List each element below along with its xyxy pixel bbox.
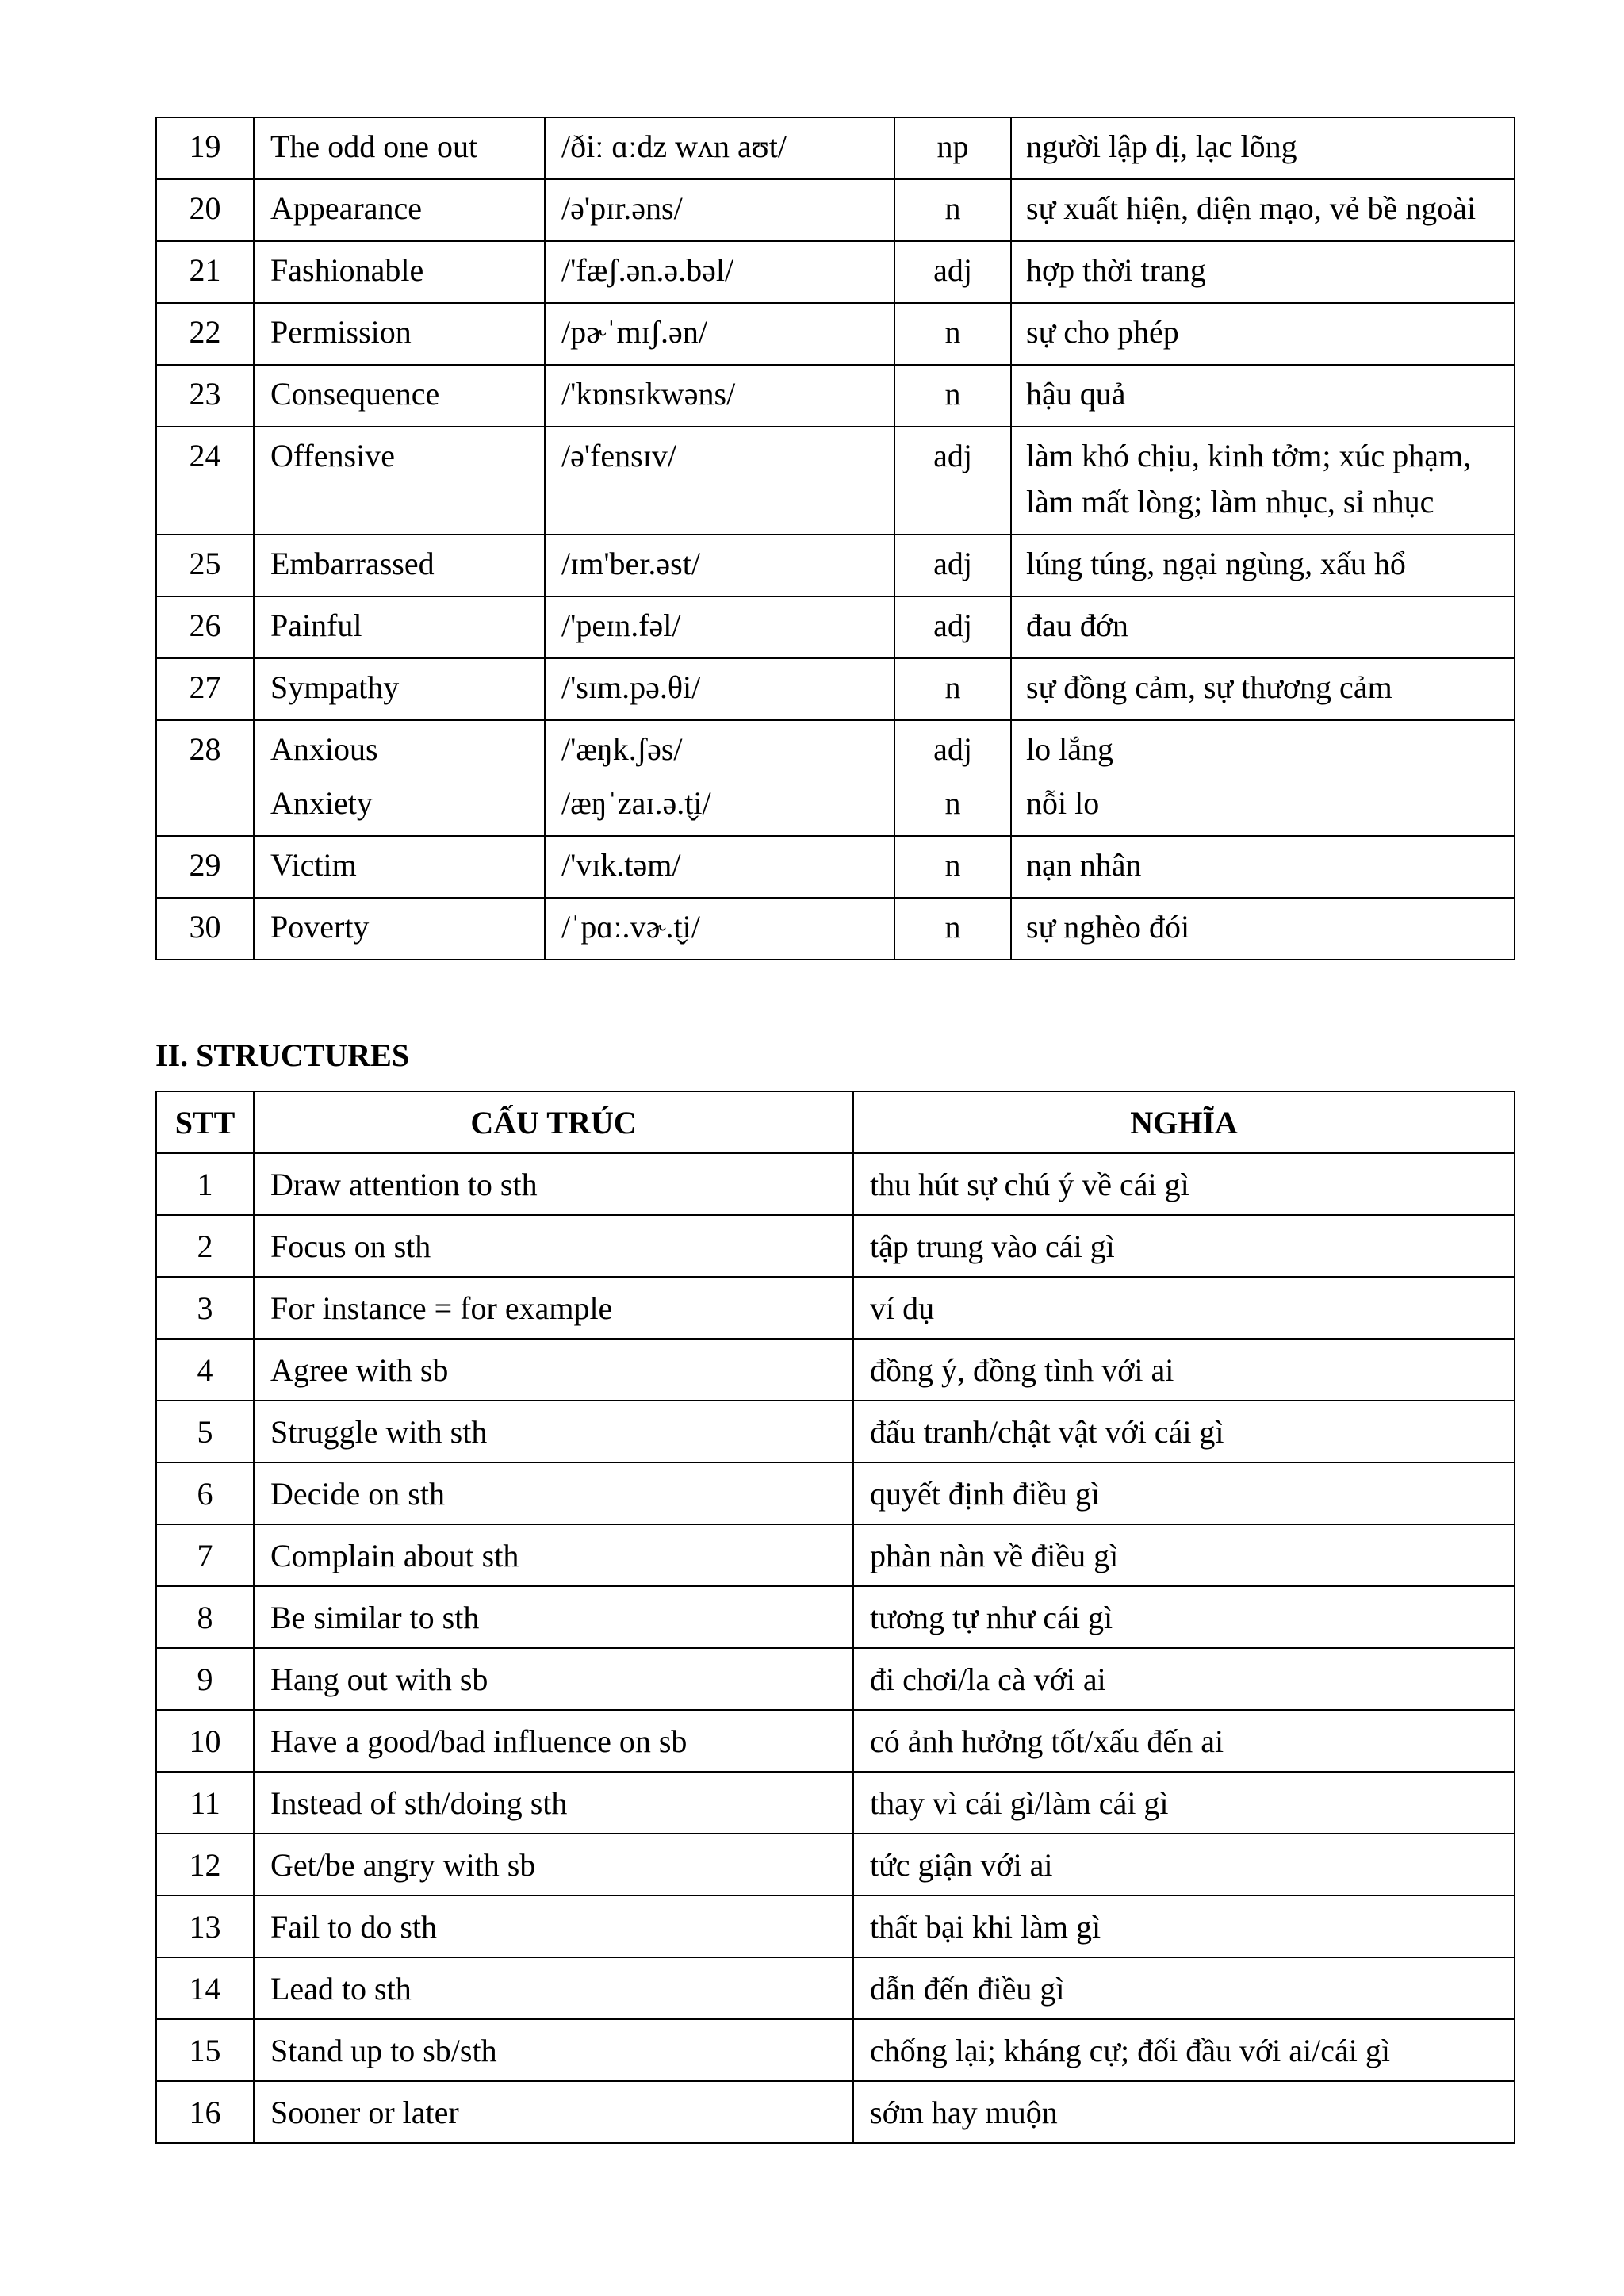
vocab-ipa-cell <box>545 898 894 960</box>
structure-number: 3 <box>156 1277 254 1339</box>
structure-phrase: Draw attention to sth <box>254 1153 853 1215</box>
structure-row <box>156 1215 1515 1277</box>
vocab-word-cell <box>254 535 545 596</box>
vocab-pos: adj <box>933 546 972 581</box>
vocab-number-cell <box>156 836 254 898</box>
vocab-pos-cell <box>894 179 1011 241</box>
vocab-word-cell <box>254 241 545 303</box>
structure-row <box>156 1834 1515 1895</box>
vocab-ipa: /'sɪm.pə.θi/ <box>561 669 701 705</box>
vocab-pos: n <box>944 669 961 705</box>
structure-meaning: ví dụ <box>853 1277 1515 1339</box>
vocab-number-cell <box>156 117 254 179</box>
structure-number: 15 <box>156 2019 254 2081</box>
vocab-word-cell <box>254 303 545 365</box>
vocab-row <box>156 836 1515 898</box>
structure-phrase: Focus on sth <box>254 1215 853 1277</box>
vocab-row <box>156 658 1515 720</box>
vocab-pos: n <box>944 376 961 412</box>
vocab-meaning: sự nghèo đói <box>1026 909 1190 945</box>
vocab-number-cell <box>156 898 254 960</box>
vocab-word: Embarrassed <box>270 546 435 581</box>
vocab-ipa-cell <box>545 596 894 658</box>
structure-phrase: Complain about sth <box>254 1524 853 1586</box>
vocab-meaning-cell <box>1011 898 1515 960</box>
structures-table-body <box>156 1153 1515 2143</box>
vocab-ipa: /ɪm'ber.əst/ <box>561 546 700 581</box>
header-meaning: NGHĨA <box>853 1091 1515 1153</box>
vocab-pos-cell <box>894 898 1011 960</box>
vocab-meaning: sự cho phép <box>1026 314 1179 350</box>
vocab-meaning-secondary: nỗi lo <box>1026 785 1100 821</box>
vocab-pos: adj <box>933 252 972 288</box>
vocab-word: Consequence <box>270 376 440 412</box>
vocabulary-table <box>155 117 1515 960</box>
vocab-meaning-cell <box>1011 720 1515 836</box>
structure-row <box>156 1339 1515 1401</box>
structure-phrase: Lead to sth <box>254 1957 853 2019</box>
vocab-word: Appearance <box>270 190 422 226</box>
vocab-pos: n <box>944 190 961 226</box>
vocab-ipa-cell <box>545 117 894 179</box>
vocab-number: 29 <box>189 847 221 883</box>
structure-number: 2 <box>156 1215 254 1277</box>
vocab-number: 27 <box>189 669 221 705</box>
vocab-word: Anxious <box>270 731 378 767</box>
vocab-meaning: lo lắng <box>1026 731 1113 767</box>
vocab-word-cell <box>254 427 545 535</box>
vocab-pos-cell <box>894 658 1011 720</box>
structure-number: 11 <box>156 1772 254 1834</box>
vocab-number-cell <box>156 427 254 535</box>
vocab-number: 23 <box>189 376 221 412</box>
vocab-ipa-cell <box>545 179 894 241</box>
structure-row <box>156 1586 1515 1648</box>
structure-phrase: Stand up to sb/sth <box>254 2019 853 2081</box>
structures-header-row <box>156 1091 1515 1153</box>
structure-number: 16 <box>156 2081 254 2143</box>
vocab-word-cell <box>254 836 545 898</box>
vocab-pos: n <box>944 909 961 945</box>
structure-number: 12 <box>156 1834 254 1895</box>
structure-phrase: Agree with sb <box>254 1339 853 1401</box>
structure-row <box>156 1957 1515 2019</box>
structure-number: 4 <box>156 1339 254 1401</box>
vocab-pos: adj <box>933 438 972 473</box>
vocab-word: Poverty <box>270 909 370 945</box>
vocab-number: 30 <box>189 909 221 945</box>
structure-row <box>156 1462 1515 1524</box>
vocab-number: 26 <box>189 608 221 643</box>
vocab-number: 24 <box>189 438 221 473</box>
vocab-meaning-cell <box>1011 179 1515 241</box>
structure-meaning: dẫn đến điều gì <box>853 1957 1515 2019</box>
vocab-meaning: nạn nhân <box>1026 847 1142 883</box>
structure-meaning: đồng ý, đồng tình với ai <box>853 1339 1515 1401</box>
vocab-meaning: đau đớn <box>1026 608 1128 643</box>
vocab-meaning: lúng túng, ngại ngùng, xấu hổ <box>1026 546 1406 581</box>
vocab-word-cell <box>254 365 545 427</box>
vocab-ipa-cell <box>545 365 894 427</box>
structure-meaning: đấu tranh/chật vật với cái gì <box>853 1401 1515 1462</box>
structure-row <box>156 1401 1515 1462</box>
structure-number: 1 <box>156 1153 254 1215</box>
vocab-number-cell <box>156 658 254 720</box>
structure-meaning: thay vì cái gì/làm cái gì <box>853 1772 1515 1834</box>
structure-row <box>156 1710 1515 1772</box>
structure-phrase: For instance = for example <box>254 1277 853 1339</box>
vocab-word-cell <box>254 596 545 658</box>
vocab-meaning-cell <box>1011 836 1515 898</box>
header-structure: CẤU TRÚC <box>254 1091 853 1153</box>
structure-row <box>156 1895 1515 1957</box>
vocab-ipa: /'fæʃ.ən.ə.bəl/ <box>561 252 734 288</box>
structure-phrase: Be similar to sth <box>254 1586 853 1648</box>
vocab-pos-cell <box>894 427 1011 535</box>
vocab-meaning: hợp thời trang <box>1026 252 1206 288</box>
structure-phrase: Have a good/bad influence on sb <box>254 1710 853 1772</box>
vocab-row <box>156 241 1515 303</box>
vocab-number-cell <box>156 596 254 658</box>
vocab-number-cell <box>156 241 254 303</box>
structure-row <box>156 2019 1515 2081</box>
vocab-row <box>156 179 1515 241</box>
structure-row <box>156 1648 1515 1710</box>
vocab-ipa: /'æŋk.ʃəs/ <box>561 731 683 767</box>
structure-row <box>156 1772 1515 1834</box>
vocab-meaning-secondary: làm mất lòng; làm nhục, sỉ nhục <box>1026 484 1434 519</box>
vocab-meaning: sự đồng cảm, sự thương cảm <box>1026 669 1392 705</box>
vocab-meaning-cell <box>1011 658 1515 720</box>
vocab-ipa-cell <box>545 535 894 596</box>
vocab-ipa: /ə'pɪr.əns/ <box>561 190 683 226</box>
structure-row <box>156 1524 1515 1586</box>
vocab-pos-cell <box>894 303 1011 365</box>
vocab-word: Sympathy <box>270 669 400 705</box>
vocab-word: The odd one out <box>270 128 478 164</box>
vocab-meaning-cell <box>1011 365 1515 427</box>
vocab-number: 20 <box>189 190 221 226</box>
vocab-number: 25 <box>189 546 221 581</box>
vocab-row <box>156 720 1515 836</box>
vocab-word: Offensive <box>270 438 395 473</box>
vocab-row <box>156 898 1515 960</box>
vocab-pos: n <box>944 847 961 883</box>
structure-number: 9 <box>156 1648 254 1710</box>
structure-phrase: Decide on sth <box>254 1462 853 1524</box>
structures-heading: II. STRUCTURES <box>155 1037 410 1073</box>
structure-row <box>156 2081 1515 2143</box>
structure-number: 8 <box>156 1586 254 1648</box>
vocab-meaning: làm khó chịu, kinh tởm; xúc phạm, <box>1026 438 1472 473</box>
structure-phrase: Instead of sth/doing sth <box>254 1772 853 1834</box>
vocab-word: Painful <box>270 608 362 643</box>
structure-number: 6 <box>156 1462 254 1524</box>
vocab-ipa-cell <box>545 658 894 720</box>
structure-meaning: quyết định điều gì <box>853 1462 1515 1524</box>
vocab-pos-cell <box>894 596 1011 658</box>
structure-meaning: phàn nàn về điều gì <box>853 1524 1515 1586</box>
vocab-pos: np <box>936 128 969 164</box>
structure-phrase: Get/be angry with sb <box>254 1834 853 1895</box>
structure-meaning: sớm hay muộn <box>853 2081 1515 2143</box>
vocab-ipa: /pɚˈmɪʃ.ən/ <box>561 314 707 350</box>
structure-number: 10 <box>156 1710 254 1772</box>
vocab-pos-cell <box>894 836 1011 898</box>
vocab-ipa-secondary: /æŋˈzaɪ.ə.t̬i/ <box>561 785 711 821</box>
structure-meaning: tức giận với ai <box>853 1834 1515 1895</box>
vocab-word-cell <box>254 117 545 179</box>
vocab-number-cell <box>156 303 254 365</box>
vocab-meaning: hậu quả <box>1026 376 1126 412</box>
vocab-word-cell <box>254 658 545 720</box>
vocab-word-cell <box>254 720 545 836</box>
vocab-pos-cell <box>894 535 1011 596</box>
structure-number: 13 <box>156 1895 254 1957</box>
structure-phrase: Struggle with sth <box>254 1401 853 1462</box>
vocab-ipa-cell <box>545 427 894 535</box>
vocab-meaning-cell <box>1011 596 1515 658</box>
structure-phrase: Sooner or later <box>254 2081 853 2143</box>
structure-meaning: thu hút sự chú ý về cái gì <box>853 1153 1515 1215</box>
vocab-meaning-cell <box>1011 303 1515 365</box>
vocab-pos: adj <box>933 608 972 643</box>
structure-meaning: đi chơi/la cà với ai <box>853 1648 1515 1710</box>
vocab-number-cell <box>156 179 254 241</box>
vocab-word: Fashionable <box>270 252 424 288</box>
structure-meaning: thất bại khi làm gì <box>853 1895 1515 1957</box>
vocab-row <box>156 365 1515 427</box>
structure-phrase: Hang out with sb <box>254 1648 853 1710</box>
structure-phrase: Fail to do sth <box>254 1895 853 1957</box>
vocab-row <box>156 427 1515 535</box>
vocab-ipa: /'vɪk.təm/ <box>561 847 681 883</box>
vocab-number-cell <box>156 720 254 836</box>
header-stt: STT <box>156 1091 254 1153</box>
vocab-pos: n <box>944 314 961 350</box>
structure-number: 7 <box>156 1524 254 1586</box>
vocab-ipa-cell <box>545 303 894 365</box>
vocab-row <box>156 535 1515 596</box>
structure-meaning: tương tự như cái gì <box>853 1586 1515 1648</box>
structure-number: 14 <box>156 1957 254 2019</box>
vocab-word-cell <box>254 898 545 960</box>
vocab-ipa: /ə'fensɪv/ <box>561 438 676 473</box>
vocab-row <box>156 303 1515 365</box>
vocab-ipa-cell <box>545 720 894 836</box>
vocab-ipa-cell <box>545 836 894 898</box>
vocab-ipa: /'kɒnsɪkwəns/ <box>561 376 736 412</box>
vocab-pos-cell <box>894 117 1011 179</box>
vocab-word: Permission <box>270 314 412 350</box>
vocabulary-table-body <box>156 117 1515 960</box>
vocab-word: Victim <box>270 847 357 883</box>
structure-row <box>156 1277 1515 1339</box>
vocab-row <box>156 117 1515 179</box>
vocab-number-cell <box>156 535 254 596</box>
vocab-meaning: người lập dị, lạc lõng <box>1026 128 1297 164</box>
structure-meaning: tập trung vào cái gì <box>853 1215 1515 1277</box>
vocab-meaning-cell <box>1011 535 1515 596</box>
vocab-pos-cell <box>894 365 1011 427</box>
structure-meaning: chống lại; kháng cự; đối đầu với ai/cái gì <box>853 2019 1515 2081</box>
vocab-pos-cell <box>894 720 1011 836</box>
vocab-pos: adj <box>933 731 972 767</box>
vocab-ipa: /ðiː ɑːdz wʌn aʊt/ <box>561 128 787 164</box>
vocab-ipa: /'peɪn.fəl/ <box>561 608 681 643</box>
vocab-pos-secondary: n <box>944 785 961 821</box>
structure-row <box>156 1153 1515 1215</box>
vocab-pos-cell <box>894 241 1011 303</box>
structures-table <box>155 1091 1515 2144</box>
vocab-word-cell <box>254 179 545 241</box>
structure-number: 5 <box>156 1401 254 1462</box>
vocab-ipa: /ˈpɑː.vɚ.t̬i/ <box>561 909 700 945</box>
vocab-number: 28 <box>189 731 221 767</box>
vocab-meaning-cell <box>1011 117 1515 179</box>
vocab-number: 19 <box>189 128 221 164</box>
vocab-number: 22 <box>189 314 221 350</box>
vocab-number: 21 <box>189 252 221 288</box>
vocab-meaning: sự xuất hiện, diện mạo, vẻ bề ngoài <box>1026 190 1477 226</box>
vocab-row <box>156 596 1515 658</box>
vocab-number-cell <box>156 365 254 427</box>
vocab-word-secondary: Anxiety <box>270 785 373 821</box>
vocab-meaning-cell <box>1011 241 1515 303</box>
structure-meaning: có ảnh hưởng tốt/xấu đến ai <box>853 1710 1515 1772</box>
vocab-ipa-cell <box>545 241 894 303</box>
vocab-meaning-cell <box>1011 427 1515 535</box>
